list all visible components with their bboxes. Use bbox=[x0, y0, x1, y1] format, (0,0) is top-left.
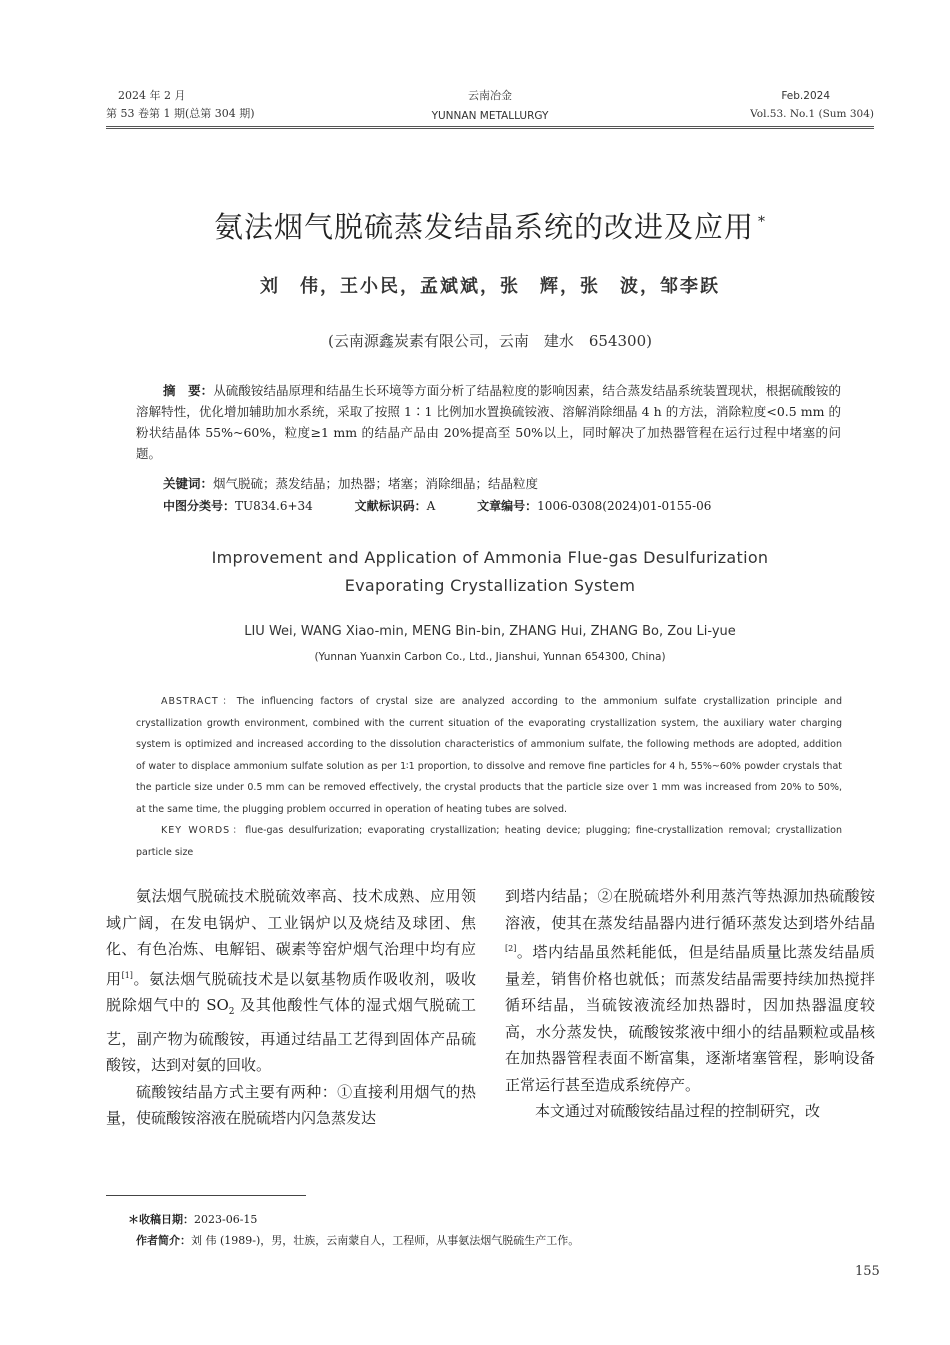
author-bio-label: 作者简介： bbox=[136, 1234, 191, 1247]
abstract-en bbox=[136, 691, 842, 820]
author-bio-value: 刘 伟 (1989-)，男，壮族，云南蒙自人，工程师，从事氨法烟气脱硫生产工作。 bbox=[191, 1234, 580, 1247]
keywords-en-text: flue-gas desulfurization; evaporating crystallization; heating device; plugging; fine-crystallization removal; crystallization particle size bbox=[136, 825, 843, 858]
header-month-en: Feb.2024 bbox=[781, 90, 830, 102]
header-volume: 第 53 卷第 1 期(总第 304 期) bbox=[106, 107, 255, 120]
clc-item bbox=[163, 499, 313, 513]
keywords-cn-label: 关键词： bbox=[163, 476, 214, 491]
header-rule-secondary bbox=[106, 128, 874, 129]
classification-line bbox=[163, 497, 749, 514]
abstract-cn bbox=[136, 380, 841, 464]
body-paragraph: 硫酸铵结晶方式主要有两种：①直接利用烟气的热量，使硫酸铵溶液在脱硫塔内闪急蒸发达 bbox=[106, 1082, 476, 1127]
header-date: 2024 年 2 月 bbox=[118, 89, 186, 102]
page-number: 155 bbox=[855, 1264, 880, 1279]
footnote-rule bbox=[106, 1195, 306, 1196]
abstract-cn-label: 摘 要： bbox=[163, 383, 214, 398]
received-value: 2023-06-15 bbox=[194, 1213, 258, 1226]
title-footnote-mark: * bbox=[758, 214, 766, 231]
abstract-cn-text: 从硫酸铵结晶原理和结晶生长环境等方面分析了结晶粒度的影响因素，结合蒸发结晶系统装置现状，根据硫酸铵的溶解特性，优化增加辅助加水系统，采取了按照 1∶1 比例加水置换硫铵液、溶解消除细晶 4 h 的方法，消除粒度<0.5 mm 的粉状结晶体 55%~60%，粒度≥1 mm 的结晶产品由 20%提高至 50%以上，同时解决了加热器管程在运行过程中堵塞的问题。 bbox=[136, 383, 841, 461]
abstract-en-text: The influencing factors of crystal size are analyzed according to the ammonium sulfate crystallization principle and crystallization growth environment, combined with the current situation of the evaporating crystallization system, the auxiliary water charging system is optimized and increased according to the dissolution characteristics of ammonium sulfate, the following methods are adopted, addition of water to displace ammonium sulfate solution as per 1∶1 proportion, to dissolve and remove fine particles for 4 h, 55%~60% powder crystals that the particle size under 0.5 mm can be removed effectively, the crystal products that the particle size over 1 mm was increased from 20% to 50%, at the same time, the plugging problem occurred in operation of heating tubes are solved. bbox=[136, 696, 842, 815]
received-label: ＊收稿日期： bbox=[128, 1213, 194, 1226]
doc-code-value: A bbox=[426, 499, 436, 513]
footnote-received bbox=[128, 1211, 257, 1227]
paper-title bbox=[0, 205, 950, 246]
reference-marker: [1] bbox=[121, 970, 133, 980]
affiliation: (云南源鑫炭素有限公司，云南 建水 654300) bbox=[328, 332, 652, 350]
en-authors: LIU Wei, WANG Xiao-min, MENG Bin-bin, ZHANG Hui, ZHANG Bo, Zou Li-yue bbox=[244, 624, 736, 639]
header-journal-en: YUNNAN METALLURGY bbox=[431, 110, 549, 122]
keywords-en bbox=[136, 820, 842, 863]
authors: 刘 伟，王小民，孟斌斌，张 辉，张 波，邹李跃 bbox=[260, 276, 720, 297]
body-text: 。塔内结晶虽然耗能低，但是结晶质量比蒸发结晶质量差，销售价格也就低；而蒸发结晶需要持续加热搅拌循环结晶，当硫铵液流经加热器时，因加热器温度较高，水分蒸发快，硫酸铵浆液中细小的结晶颗粒或晶核在加热器管程表面不断富集，逐渐堵塞管程，影响设备正常运行甚至造成系统停产。 bbox=[505, 943, 875, 1094]
body-text: 氨法烟气脱硫技术脱硫效率高、技术成熟、应用领域广阔，在发电锅炉、工业锅炉以及烧结及球团、焦化、有色冶炼、电解铝、碳素等窑炉烟气治理中均有应用 bbox=[106, 887, 476, 988]
clc-value: TU834.6+34 bbox=[235, 499, 313, 513]
doc-code-item bbox=[355, 499, 436, 513]
header-rule bbox=[106, 126, 874, 127]
header-volume-en: Vol.53. No.1 (Sum 304) bbox=[750, 108, 874, 120]
keywords-cn bbox=[163, 473, 843, 494]
footnote-author bbox=[136, 1232, 579, 1248]
article-id-item bbox=[477, 499, 711, 513]
en-title-line2: Evaporating Crystallization System bbox=[344, 576, 636, 595]
keywords-cn-text: 烟气脱硫；蒸发结晶；加热器；堵塞；消除细晶；结晶粒度 bbox=[213, 476, 539, 491]
subscript: 2 bbox=[228, 1007, 235, 1017]
abstract-en-label: ABSTRACT： bbox=[161, 696, 237, 707]
title-text: 氨法烟气脱硫蒸发结晶系统的改进及应用 bbox=[213, 210, 754, 244]
body-right-column bbox=[505, 883, 875, 1125]
reference-marker: [2] bbox=[505, 944, 517, 953]
en-affiliation: (Yunnan Yuanxin Carbon Co., Ltd., Jianshui, Yunnan 654300, China) bbox=[314, 651, 666, 663]
en-title-line1: Improvement and Application of Ammonia Flue-gas Desulfurization bbox=[211, 548, 769, 567]
article-id-label: 文章编号： bbox=[477, 499, 538, 513]
body-text: 。氨法烟气脱硫技术是以氨基物质作吸收剂，吸收脱除烟气中的 SO bbox=[106, 969, 476, 1014]
keywords-en-label: KEY WORDS： bbox=[161, 825, 246, 836]
article-id-value: 1006-0308(2024)01-0155-06 bbox=[537, 499, 712, 513]
header-journal-cn: 云南冶金 bbox=[468, 89, 512, 102]
body-left-column bbox=[106, 883, 476, 1132]
doc-code-label: 文献标识码： bbox=[354, 499, 427, 513]
body-text: 到塔内结晶；②在脱硫塔外利用蒸汽等热源加热硫酸铵溶液，使其在蒸发结晶器内进行循环蒸发达到塔外结晶 bbox=[505, 887, 875, 932]
body-paragraph bbox=[106, 883, 476, 1079]
clc-label: 中图分类号： bbox=[163, 499, 236, 513]
body-text: 及其他酸性气体的湿式烟气脱硫工艺，副产物为硫酸铵，再通过结晶工艺得到固体产品硫酸铵，达到对氨的回收。 bbox=[106, 996, 476, 1074]
body-paragraph bbox=[505, 883, 875, 1098]
body-paragraph: 本文通过对硫酸铵结晶过程的控制研究，改 bbox=[535, 1102, 821, 1120]
